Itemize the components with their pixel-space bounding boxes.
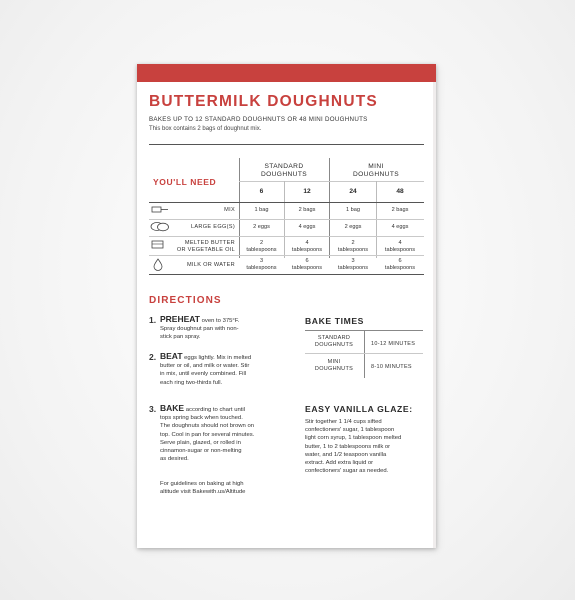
- header-rule: [239, 181, 424, 182]
- cell-butter-24: 2 tablespoons: [337, 240, 369, 253]
- yield-subtitle: BAKES UP TO 12 STANDARD DOUGHNUTS OR 48 MINI DOUGHNUTS: [149, 116, 368, 123]
- step-3-bake: 3. BAKE according to chart until tops spring back when touched. The doughnuts should not brown on top. Cool in pan for several minutes. Serve plain, glazed, or rolled in cinnamon-sugar or non-melting as desired.: [149, 403, 255, 463]
- cell-eggs-12: 4 eggs: [298, 224, 316, 230]
- mix-box-back-panel: [137, 64, 436, 548]
- bake-times-divider: [364, 330, 365, 378]
- yield-12: 12: [303, 188, 311, 195]
- bake-time-label-standard: STANDARD DOUGHNUTS: [314, 335, 354, 348]
- step-1-preheat: 1. PREHEAT oven to 375°F. Spray doughnut pan with non- stick pan spray.: [149, 314, 240, 341]
- contents-note: This box contains 2 bags of doughnut mix.: [149, 126, 262, 132]
- glaze-heading: EASY VANILLA GLAZE:: [305, 404, 413, 414]
- bake-times-heading: BAKE TIMES: [305, 316, 364, 326]
- yield-6: 6: [259, 188, 264, 195]
- bake-time-standard: 10-12 MINUTES: [371, 341, 416, 347]
- cell-mix-24: 1 bag: [346, 207, 360, 213]
- high-altitude-note: For guidelines on baking at high altitude visit Bakewith.us/Altitude: [160, 481, 246, 496]
- yield-48: 48: [396, 188, 404, 195]
- table-top-rule: [149, 144, 424, 145]
- box-side-edge: [433, 82, 436, 548]
- youll-need-heading: YOU'LL NEED: [153, 177, 217, 187]
- yield-24: 24: [349, 188, 357, 195]
- cell-eggs-48: 4 eggs: [391, 224, 409, 230]
- cell-butter-6: 2 tablespoons: [246, 240, 277, 253]
- row-rule-3: [149, 255, 424, 256]
- cell-eggs-6: 2 eggs: [253, 224, 270, 230]
- step-2-beat: 2. BEAT eggs lightly. Mix in melted butter or oil, and milk or water. Stir in mix, until evenly combined. Fill each ring two-thirds full.: [149, 351, 252, 386]
- cell-milk-6: 3 tablespoons: [246, 258, 277, 271]
- bake-times-middle-rule: [305, 353, 423, 354]
- bake-time-mini: 8-10 MINUTES: [371, 364, 412, 370]
- cell-mix-48: 2 bags: [391, 207, 409, 213]
- droplet-icon: [153, 258, 163, 271]
- glaze-instructions: Stir together 1 1/4 cups sifted confectioners' sugar, 1 tablespoon light corn syrup, 1 tablespoon melted butter, 1 to 2 tablespoons milk or water, and 1/2 teaspoon vanilla extract. Add extra liquid or confectioners' sugar as needed.: [305, 419, 402, 475]
- bake-time-label-mini: MINI DOUGHNUTS: [314, 359, 354, 372]
- cell-mix-12: 2 bags: [298, 207, 316, 213]
- row-label-eggs: LARGE EGG(S): [190, 224, 235, 230]
- row-label-butter: MELTED BUTTER OR VEGETABLE OIL: [176, 240, 235, 253]
- row-rule-1: [149, 219, 424, 220]
- box-top-band: [137, 64, 436, 82]
- mini-doughnuts-header: MINI DOUGHNUTS: [352, 163, 400, 178]
- row-label-milk: MILK OR WATER: [186, 262, 235, 268]
- cell-milk-12: 6 tablespoons: [291, 258, 323, 271]
- rows-top-rule: [149, 202, 424, 203]
- cell-butter-48: 4 tablespoons: [384, 240, 416, 253]
- cell-butter-12: 4 tablespoons: [291, 240, 323, 253]
- cell-milk-24: 3 tablespoons: [337, 258, 369, 271]
- standard-doughnuts-header: STANDARD DOUGHNUTS: [260, 163, 308, 178]
- directions-heading: DIRECTIONS: [149, 295, 222, 306]
- cell-mix-6: 1 bag: [254, 207, 269, 213]
- table-bottom-rule: [149, 274, 424, 275]
- row-rule-2: [149, 236, 424, 237]
- cell-eggs-24: 2 eggs: [344, 224, 362, 230]
- cell-milk-48: 6 tablespoons: [384, 258, 416, 271]
- row-label-mix: MIX: [224, 207, 235, 213]
- product-title: BUTTERMILK DOUGHNUTS: [149, 93, 378, 110]
